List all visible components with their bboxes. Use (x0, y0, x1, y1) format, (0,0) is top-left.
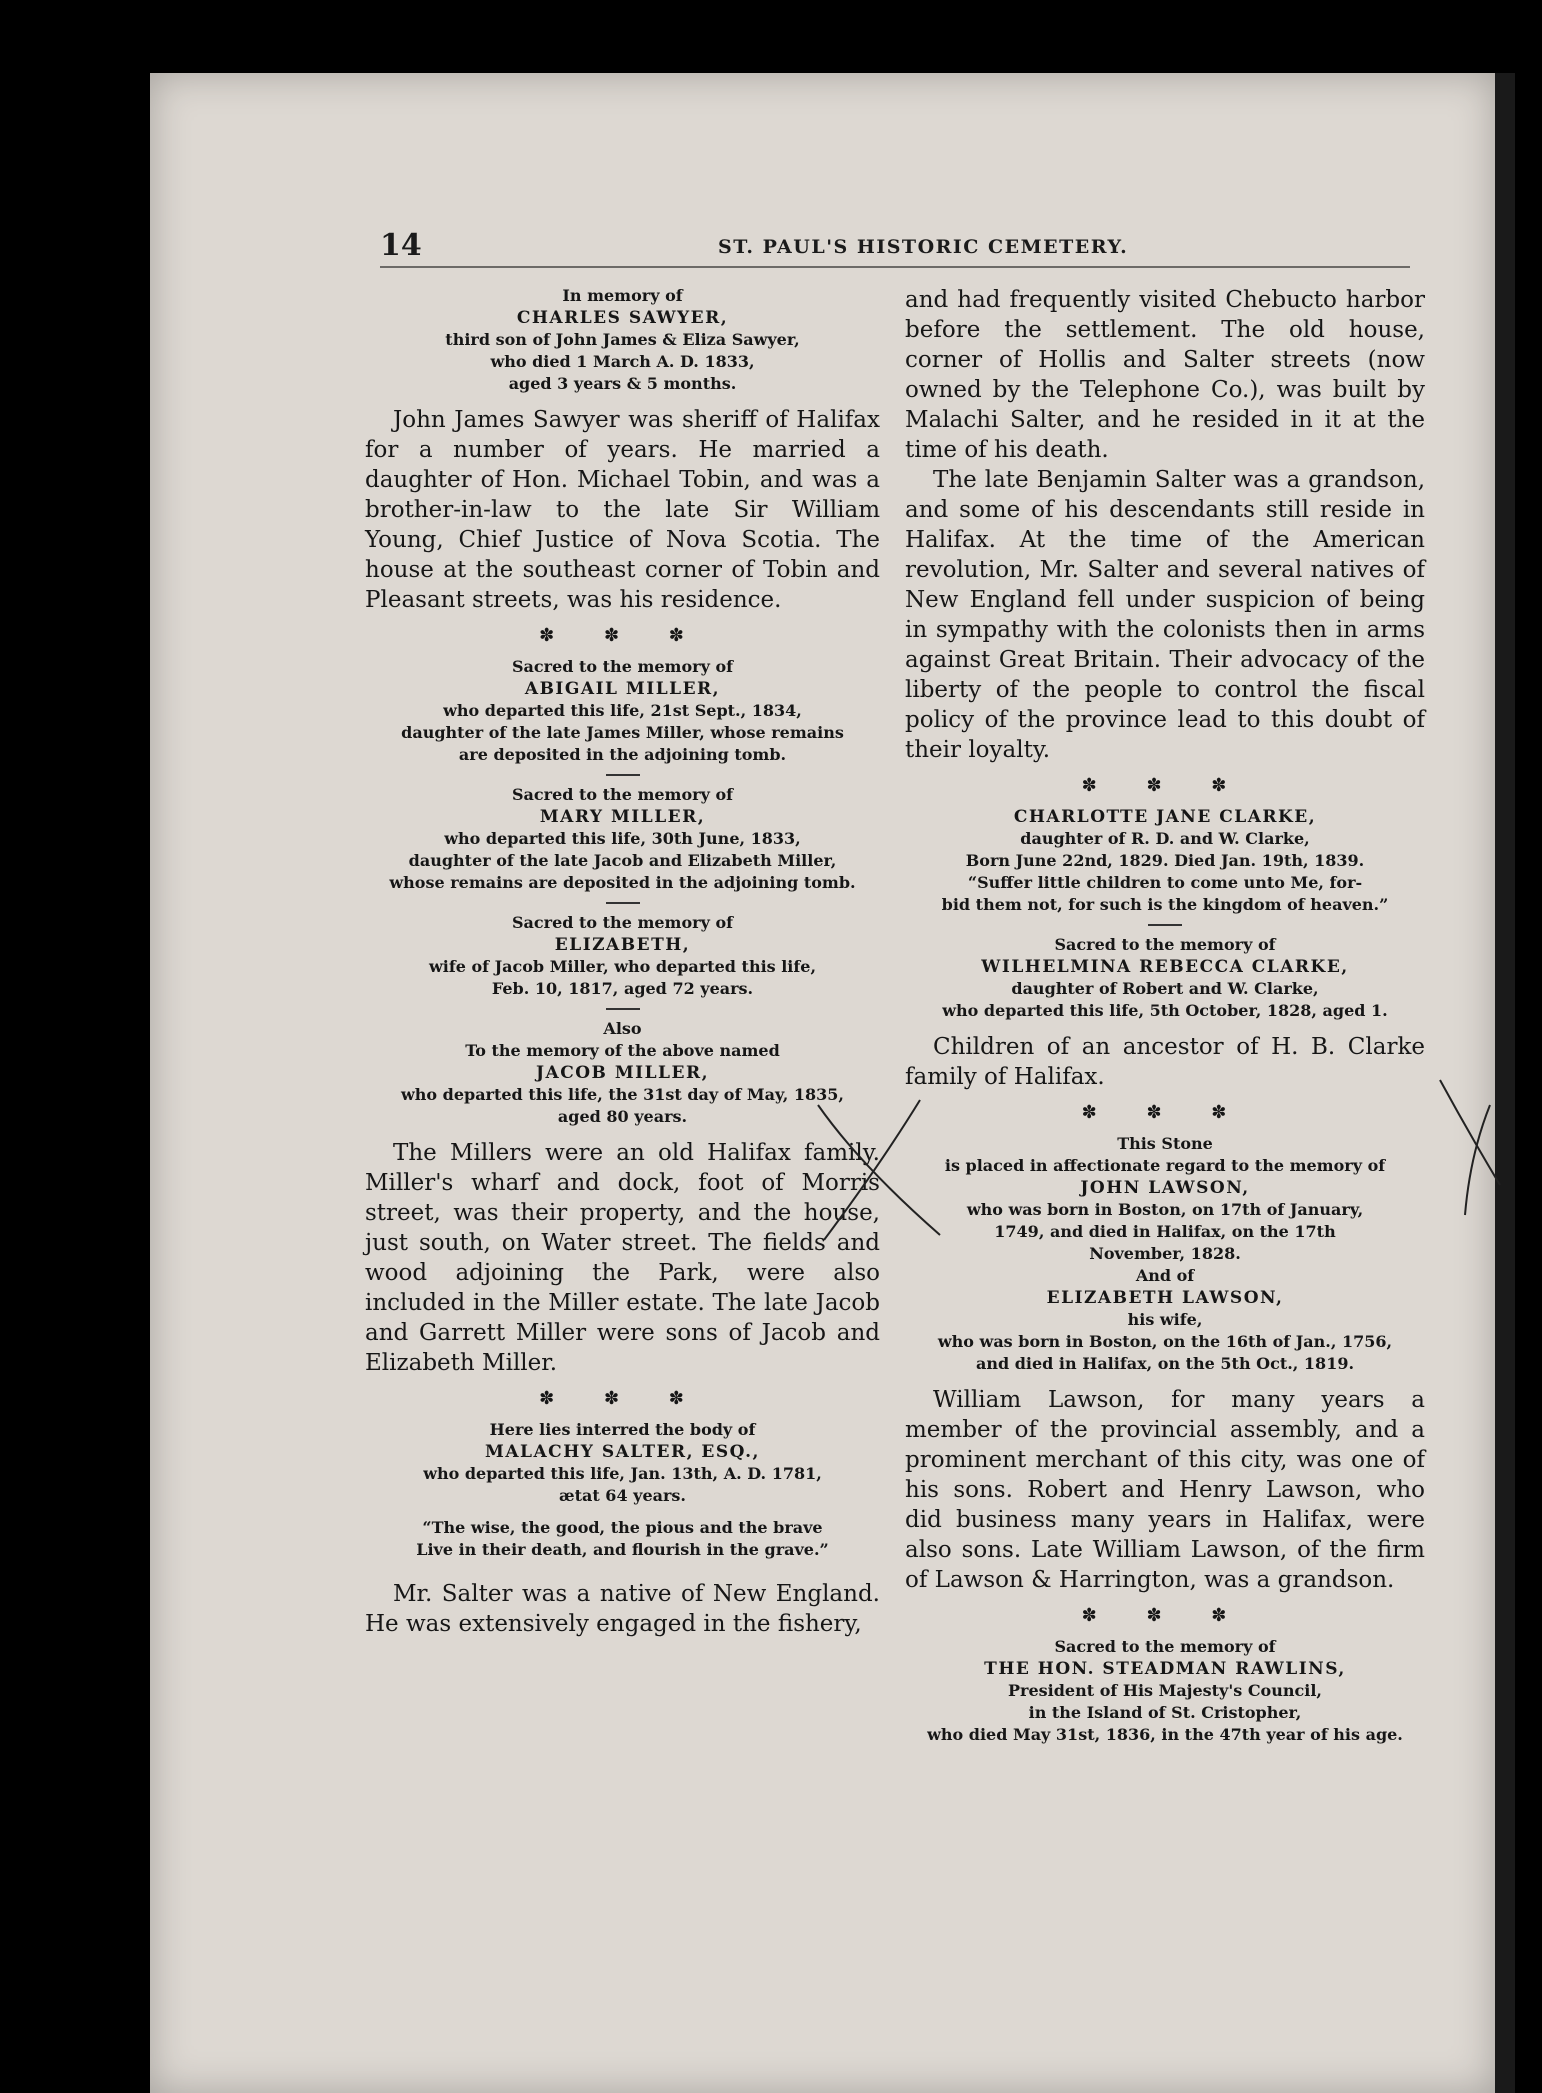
epitaph-line: aged 80 years. (557, 1107, 688, 1126)
epitaph-name: MARY MILLER, (539, 807, 706, 827)
epitaph-charles-sawyer (365, 285, 880, 395)
epitaph-intro: In memory of (562, 286, 683, 305)
epitaph-line: And of (1135, 1266, 1195, 1285)
epitaph-line: daughter of the late James Miller, whose remains (401, 723, 844, 742)
epitaph-line: daughter of Robert and W. Clarke, (1011, 979, 1319, 998)
epitaph-line: who departed this life, 21st Sept., 1834, (443, 701, 802, 720)
epitaph-name: CHARLES SAWYER, (516, 308, 729, 328)
dash-divider (1148, 924, 1182, 926)
epitaph-rawlins (905, 1636, 1425, 1746)
epitaph-quote: Live in their death, and flourish in the grave.” (416, 1540, 829, 1559)
epitaph-line: in the Island of St. Cristopher, (1028, 1703, 1302, 1722)
epitaph-line: who departed this life, 5th October, 1828, aged 1. (942, 1001, 1388, 1020)
epitaph-quote: “Suffer little children to come unto Me, for- (967, 873, 1363, 892)
epitaph-name: WILHELMINA REBECCA CLARKE, (981, 957, 1349, 977)
epitaph-line: whose remains are deposited in the adjoining tomb. (389, 873, 856, 892)
epitaph-line: who departed this life, Jan. 13th, A. D. 1781, (423, 1464, 822, 1483)
left-column (365, 285, 880, 1639)
epitaph-intro: Here lies interred the body of (489, 1420, 756, 1439)
epitaph-line: third son of John James & Eliza Sawyer, (445, 330, 800, 349)
epitaph-name: CHARLOTTE JANE CLARKE, (1013, 807, 1317, 827)
paragraph-salter-continued: and had frequently visited Chebucto harbor before the settlement. The old house, corner of Hollis and Salter streets (now owned by the Telephone Co.), was built by Malachi Salter, and he resided in it at the time of his death. (905, 287, 1425, 463)
running-title: ST. PAUL'S HISTORIC CEMETERY. (718, 236, 1129, 258)
epitaph-line: who was born in Boston, on 17th of January, (966, 1200, 1364, 1219)
section-divider-stars: ✽ ✽ ✽ (1081, 1605, 1249, 1626)
epitaph-line: 1749, and died in Halifax, on the 17th (994, 1222, 1336, 1241)
epitaph-intro: Sacred to the memory of (512, 913, 733, 932)
epitaph-line: daughter of R. D. and W. Clarke, (1020, 829, 1310, 848)
epitaph-line: aged 3 years & 5 months. (508, 374, 737, 393)
epitaph-malachy-salter (365, 1419, 880, 1561)
epitaph-intro: Sacred to the memory of (1054, 1637, 1276, 1656)
epitaph-line: who departed this life, 30th June, 1833, (444, 829, 801, 848)
epitaph-intro: Sacred to the memory of (1054, 935, 1276, 954)
epitaph-name: ELIZABETH, (554, 935, 691, 955)
epitaph-line: November, 1828. (1089, 1244, 1241, 1263)
epitaph-intro: Also (603, 1019, 642, 1038)
right-column (905, 285, 1425, 1746)
epitaph-line: ætat 64 years. (558, 1486, 686, 1505)
epitaph-name: ELIZABETH LAWSON, (1046, 1288, 1284, 1308)
section-divider-stars: ✽ ✽ ✽ (539, 1388, 706, 1409)
epitaph-wilhelmina-clarke (905, 934, 1425, 1022)
epitaph-line: who was born in Boston, on the 16th of Jan., 1756, (937, 1332, 1393, 1351)
page-number: 14 (380, 228, 422, 263)
epitaph-line: To the memory of the above named (465, 1041, 780, 1060)
handwritten-x-mark (1435, 1075, 1505, 1225)
paragraph-salter: Mr. Salter was a native of New England. He was extensively engaged in the fishery, (365, 1581, 880, 1637)
epitaph-line: daughter of the late Jacob and Elizabeth Miller, (408, 851, 837, 870)
epitaph-line: President of His Majesty's Council, (1008, 1681, 1322, 1700)
epitaph-line: and died in Halifax, on the 5th Oct., 1819. (975, 1354, 1355, 1373)
epitaph-line: Born June 22nd, 1829. Died Jan. 19th, 1839. (965, 851, 1365, 870)
paragraph-clarke-children: Children of an ancestor of H. B. Clarke family of Halifax. (905, 1034, 1425, 1090)
epitaph-mary-miller (365, 784, 880, 894)
handwritten-x-mark (810, 1095, 950, 1245)
epitaph-line: wife of Jacob Miller, who departed this life, (428, 957, 817, 976)
epitaph-intro: Sacred to the memory of (512, 785, 733, 804)
epitaph-line: his wife, (1127, 1310, 1203, 1329)
epitaph-elizabeth-miller (365, 912, 880, 1000)
epitaph-name: THE HON. STEADMAN RAWLINS, (984, 1659, 1346, 1679)
epitaph-quote: “The wise, the good, the pious and the brave (422, 1518, 823, 1537)
paragraph-millers: The Millers were an old Halifax family. Miller's wharf and dock, foot of Morris street, was their property, and the house, just south, on Water street. The fields and wood adjoining the Park, were also included in the Miller estate. The late Jacob and Garrett Miller were sons of Jacob and Elizabeth Miller. (365, 1140, 880, 1376)
page-header (380, 228, 1410, 263)
dash-divider (606, 774, 640, 776)
epitaph-line: who died 1 March A. D. 1833, (490, 352, 755, 371)
section-divider-stars: ✽ ✽ ✽ (1081, 775, 1249, 796)
epitaph-intro: Sacred to the memory of (512, 657, 733, 676)
epitaph-line: who died May 31st, 1836, in the 47th year of his age. (927, 1725, 1403, 1744)
section-divider-stars: ✽ ✽ ✽ (1081, 1102, 1249, 1123)
epitaph-name: ABIGAIL MILLER, (524, 679, 721, 699)
epitaph-name: JOHN LAWSON, (1080, 1178, 1250, 1198)
epitaph-quote: bid them not, for such is the kingdom of heaven.” (941, 895, 1389, 914)
epitaph-abigail-miller (365, 656, 880, 766)
epitaph-intro: This Stone (1117, 1134, 1213, 1153)
epitaph-jacob-miller (365, 1018, 880, 1128)
epitaph-name: JACOB MILLER, (535, 1063, 710, 1083)
epitaph-line: are deposited in the adjoining tomb. (458, 745, 787, 764)
paragraph-lawson: William Lawson, for many years a member of the provincial assembly, and a prominent merchant of this city, was one of his sons. Robert and Henry Lawson, who did business many years in Halifax, were also sons. Late William Lawson, of the firm of Lawson & Harrington, was a grandson. (905, 1387, 1425, 1593)
epitaph-line: who departed this life, the 31st day of May, 1835, (400, 1085, 844, 1104)
epitaph-intro: is placed in affectionate regard to the memory of (944, 1156, 1386, 1175)
epitaph-name: MALACHY SALTER, ESQ., (485, 1442, 760, 1462)
section-divider-stars: ✽ ✽ ✽ (539, 625, 706, 646)
paragraph-benjamin-salter: The late Benjamin Salter was a grandson, and some of his descendants still reside in Halifax. At the time of the American revolution, Mr. Salter and several natives of New England fell under suspicion of being in sympathy with the colonists then in arms against Great Britain. Their advocacy of the liberty of the people to control the fiscal policy of the province lead to this doubt of their loyalty. (905, 467, 1425, 763)
epitaph-charlotte-clarke (905, 806, 1425, 916)
header-rule (380, 266, 1410, 268)
paragraph-sawyer: John James Sawyer was sheriff of Halifax for a number of years. He married a daughter of Hon. Michael Tobin, and was a brother-in-law to the late Sir William Young, Chief Justice of Nova Scotia. The house at the southeast corner of Tobin and Pleasant streets, was his residence. (365, 407, 880, 613)
dash-divider (606, 902, 640, 904)
epitaph-line: Feb. 10, 1817, aged 72 years. (491, 979, 754, 998)
epitaph-lawson (905, 1133, 1425, 1375)
dash-divider (606, 1008, 640, 1010)
